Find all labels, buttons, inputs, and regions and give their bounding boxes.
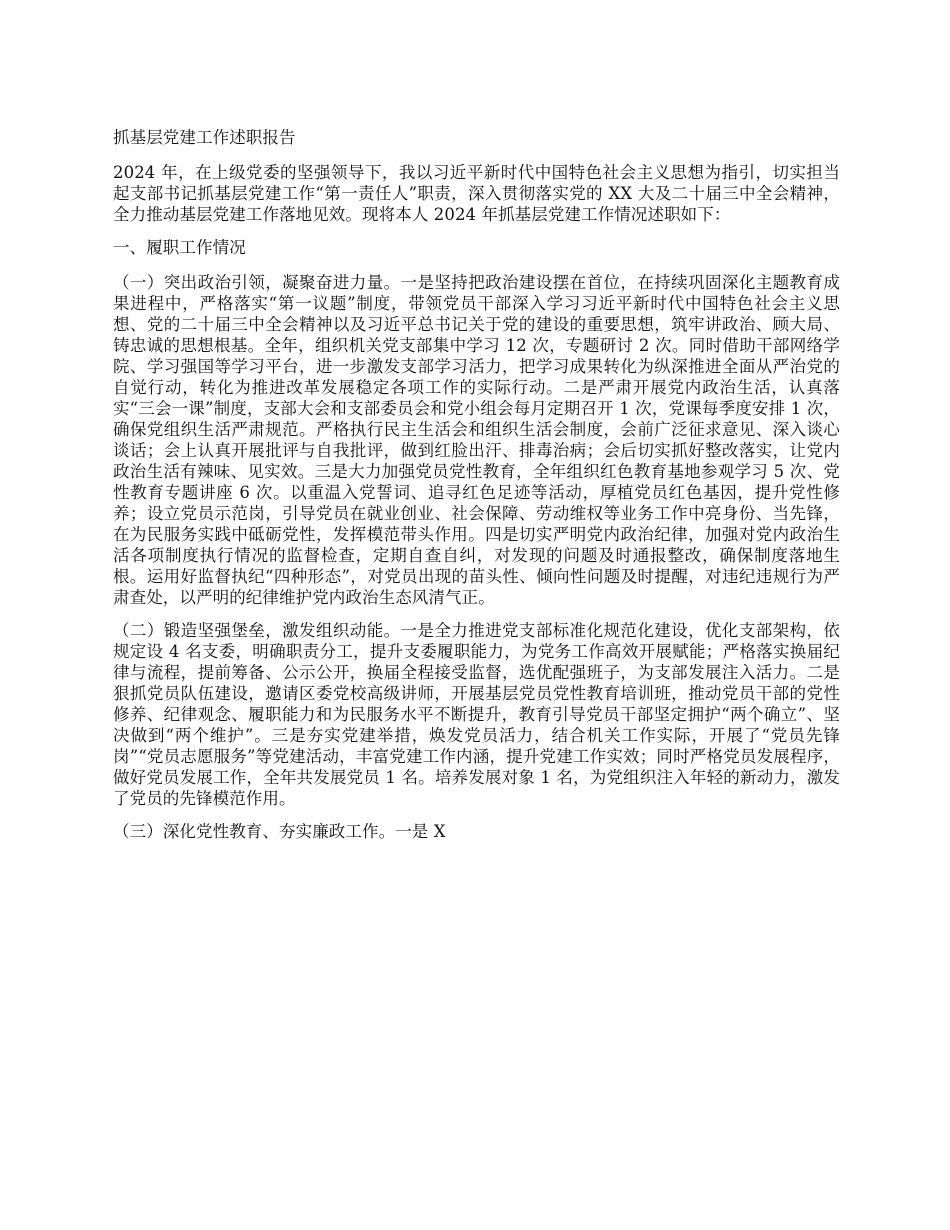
paragraph-party-education: （三）深化党性教育、夯实廉政工作。一是 X (113, 822, 446, 841)
paragraph-political-guidance: （一）突出政治引领，凝聚奋进力量。一是坚持把政治建设摆在首位，在持续巩固深化主题教育成果进程中，严格落实“第一议题”制度，带领党员干部深入学习习近平新时代中国特色社会主义思想、党的二十届三中全会精神以及习近平总书记关于党的建设的重要思想，筑牢讲政治、顾大局、铸忠诚的思想根基。全年，组织机关党支部集中学习 12 次，专题研讨 2 次。同时借助干部网络学院、学习强国等学习平台，进一步激发支部学习活力，把学习成果转化为纵深推进全面从严治党的自觉行动，转化为推进改革发展稳定各项工作的实际行动。二是严肃开展党内政治生活，认真落实“三会一课”制度，支部大会和支部委员会和党小组会每月定期召开 1 次，党课每季度安排 1 次，确保党组织生活严肃规范。严格执行民主生活会和组织生活会制度，会前广泛征求意见、深入谈心谈话；会上认真开展批评与自我批评，做到红脸出汗、排毒治病；会后切实抓好整改落实，让党内政治生活有辣味、见实效。三是大力加强党员党性教育，全年组织红色教育基地参观学习 5 次、党性教育专题讲座 6 次。以重温入党誓词、追寻红色足迹等活动，厚植党员红色基因，提升党性修养；设立党员示范岗，引导党员在就业创业、社会保障、劳动维权等业务工作中亮身份、当先锋，在为民服务实践中砥砺党性，发挥模范带头作用。四是切实严明党内政治纪律，加强对党内政治生活各项制度执行情况的监督检查，定期自查自纠，对发现的问题及时通报整改，确保制度落地生根。运用好监督执纪“四种形态”，对党员出现的苗头性、倾向性问题及时提醒，对违纪违规行为严肃查处，以严明的纪律维护党内政治生态风清气正。 (113, 273, 840, 607)
document-body (113, 127, 840, 854)
intro-paragraph: 2024 年，在上级党委的坚强领导下，我以习近平新时代中国特色社会主义思想为指引，切实担当起支部书记抓基层党建工作“第一责任人”职责，深入贯彻落实党的 XX 大及二十届三中全会精神，全力推动基层党建工作落地见效。现将本人 2024 年抓基层党建工作情况述职如下： (113, 163, 840, 224)
paragraph-organization-building: （二）锻造坚强堡垒，激发组织动能。一是全力推进党支部标准化规范化建设，优化支部架构，依规定设 4 名支委，明确职责分工，提升支委履职能力，为党务工作高效开展赋能；严格落实换届纪律与流程，提前筹备、公示公开，换届全程接受监督，选优配强班子，为支部发展注入活力。二是狠抓党员队伍建设，邀请区委党校高级讲师，开展基层党员党性教育培训班，推动党员干部的党性修养、纪律观念、履职能力和为民服务水平不断提升，教育引导党员干部坚定拥护“两个确立”、坚决做到“两个维护”。三是夯实党建举措，焕发党员活力，结合机关工作实际，开展了“党员先锋岗”“党员志愿服务”等党建活动，丰富党建工作内涵，提升党建工作实效；同时严格党员发展程序，做好党员发展工作，全年共发展党员 1 名。培养发展对象 1 名，为党组织注入年轻的新动力，激发了党员的先锋模范作用。 (113, 621, 840, 808)
section-heading: 一、履职工作情况 (113, 238, 246, 257)
document-title: 抓基层党建工作述职报告 (113, 128, 296, 147)
